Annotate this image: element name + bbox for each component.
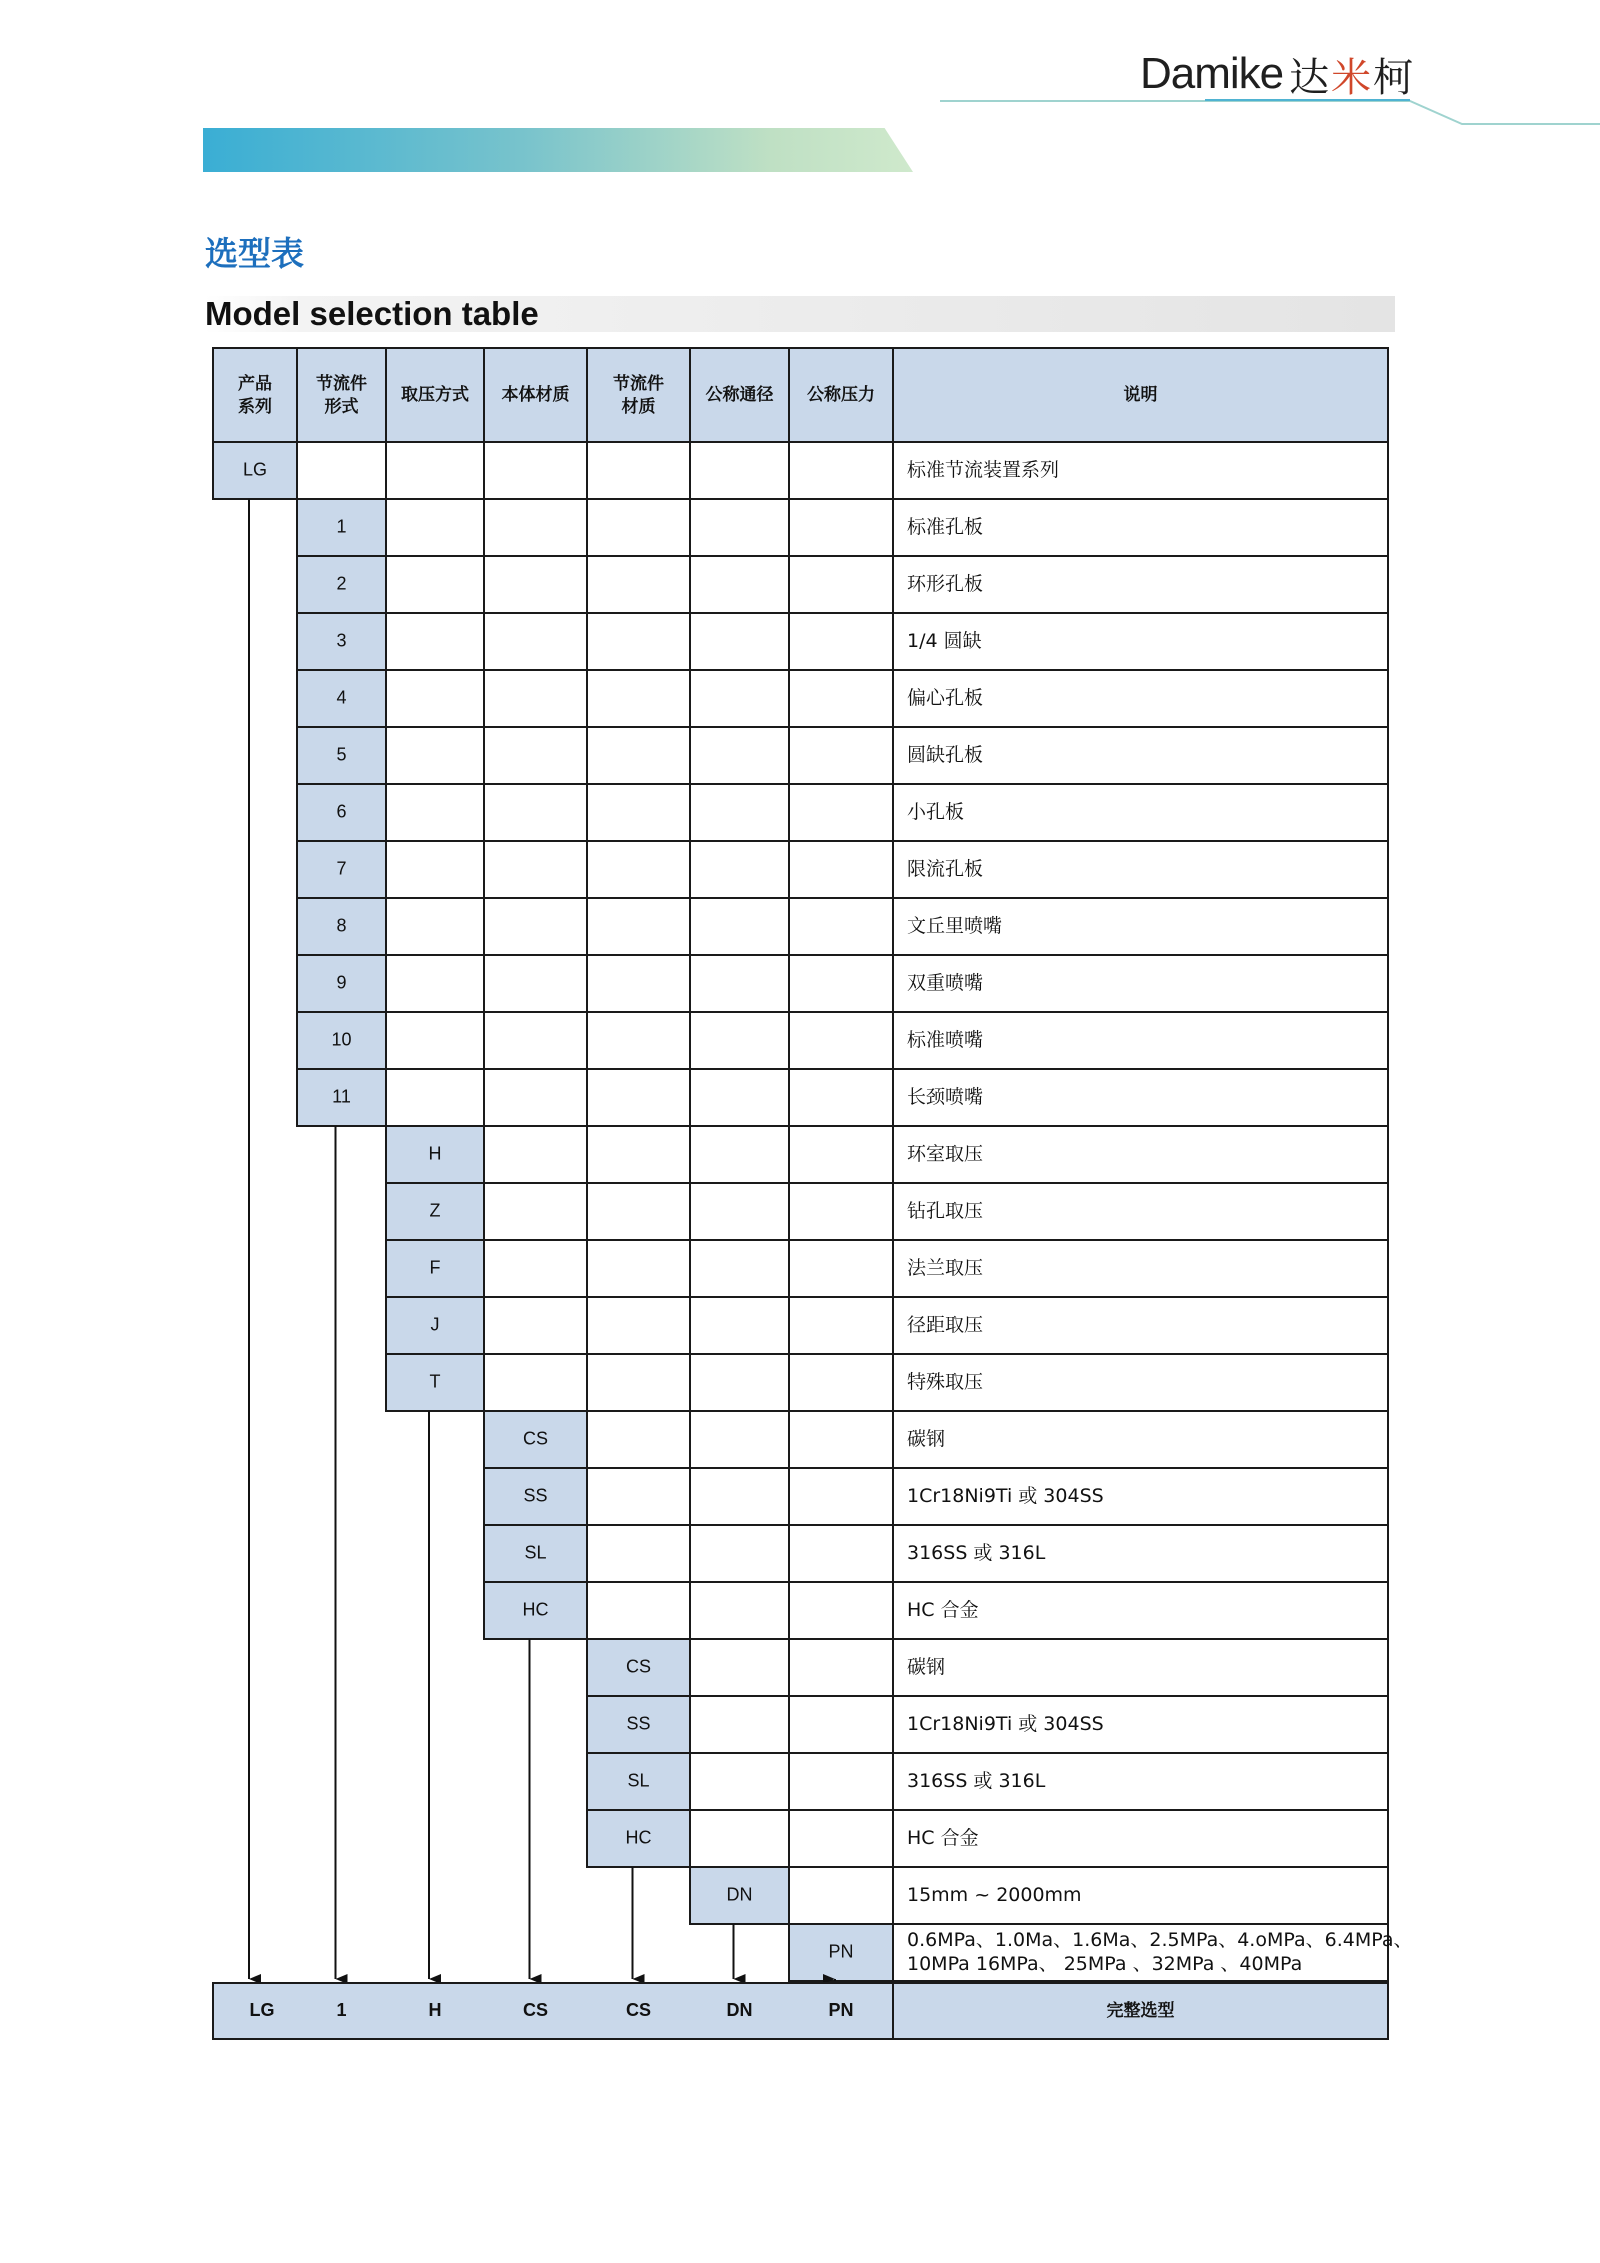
option-code: SS [523,1485,548,1506]
empty-cell [690,613,789,670]
empty-cell [690,1240,789,1297]
empty-cell [690,784,789,841]
header-label: 产品 [238,374,272,394]
desc-cell [893,1639,1388,1696]
option-code: 10 [331,1029,352,1050]
empty-cell [587,955,690,1012]
empty-cell [484,1126,587,1183]
header-label: 本体材质 [501,385,570,405]
option-code: 7 [336,858,347,879]
empty-cell [484,1183,587,1240]
option-code: 1 [336,516,347,537]
empty-cell [789,898,893,955]
empty-cell [789,727,893,784]
empty-cell [690,955,789,1012]
empty-cell [789,1354,893,1411]
option-description: 1Cr18Ni9Ti 或 304SS [907,1485,1104,1507]
empty-cell [587,1297,690,1354]
option-code: T [429,1371,441,1392]
empty-cell [587,1126,690,1183]
empty-cell [690,1696,789,1753]
empty-cell [484,1354,587,1411]
logo-text-en: Damike [1140,49,1284,98]
empty-cell [587,784,690,841]
header-label: 系列 [238,397,272,417]
empty-cell [789,442,893,499]
empty-cell [386,556,484,613]
logo-char-2: 米 [1331,54,1374,101]
option-description: 316SS 或 316L [907,1770,1046,1792]
option-code: 6 [336,801,347,822]
empty-cell [297,442,386,499]
option-description: 法兰取压 [907,1257,984,1279]
empty-cell [789,670,893,727]
option-description: 0.6MPa、1.0Ma、1.6Ma、2.5MPa、4.oMPa、6.4MPa、 [907,1929,1413,1951]
empty-cell [386,499,484,556]
empty-cell [690,442,789,499]
option-code: SL [627,1770,650,1791]
empty-cell [587,1069,690,1126]
empty-cell [587,1525,690,1582]
option-description: HC 合金 [907,1827,979,1849]
header-label: 节流件 [613,374,664,394]
empty-cell [690,1753,789,1810]
option-code: 8 [336,915,347,936]
empty-cell [484,841,587,898]
option-code: HC [522,1599,549,1620]
option-description: 15mm ~ 2000mm [907,1884,1082,1906]
header-label: 形式 [324,397,359,417]
option-description: 碳钢 [907,1656,946,1678]
option-description: 钻孔取压 [907,1200,984,1222]
logo-char-3: 柯 [1373,54,1416,101]
header-cell [297,348,386,442]
header-label: 公称压力 [807,385,875,405]
empty-cell [484,442,587,499]
empty-cell [386,898,484,955]
empty-cell [587,1411,690,1468]
option-description: 文丘里喷嘴 [907,915,1003,937]
empty-cell [484,1240,587,1297]
option-code: DN [726,1884,753,1905]
option-description: 1Cr18Ni9Ti 或 304SS [907,1713,1104,1735]
empty-cell [690,1183,789,1240]
empty-cell [587,898,690,955]
empty-cell [789,1411,893,1468]
empty-cell [789,1012,893,1069]
empty-cell [587,1582,690,1639]
option-description: 偏心孔板 [907,687,984,709]
option-code: SL [524,1542,547,1563]
empty-cell [587,556,690,613]
empty-cell [690,1297,789,1354]
option-code: 5 [336,744,347,765]
empty-cell [484,499,587,556]
empty-cell [484,613,587,670]
empty-cell [587,442,690,499]
empty-cell [789,841,893,898]
empty-cell [789,499,893,556]
option-description: 标准孔板 [907,516,984,538]
option-code: Z [429,1200,441,1221]
option-description: 环室取压 [907,1143,984,1165]
empty-cell [386,784,484,841]
empty-cell [690,727,789,784]
header-label: 材质 [621,397,656,417]
empty-cell [690,841,789,898]
empty-cell [587,1012,690,1069]
footer-code: DN [726,1999,753,2020]
empty-cell [789,1696,893,1753]
option-code: 4 [336,687,347,708]
empty-cell [587,670,690,727]
footer-code: CS [522,1999,549,2020]
option-code: 11 [332,1086,351,1107]
empty-cell [690,1354,789,1411]
empty-cell [690,1810,789,1867]
empty-cell [386,955,484,1012]
empty-cell [484,898,587,955]
empty-cell [690,1468,789,1525]
empty-cell [386,841,484,898]
option-description: 限流孔板 [907,858,984,880]
empty-cell [690,1069,789,1126]
empty-cell [789,1810,893,1867]
empty-cell [484,784,587,841]
empty-cell [587,1468,690,1525]
empty-cell [587,727,690,784]
option-description: 1/4 圆缺 [907,630,982,652]
option-description: 标准喷嘴 [907,1029,984,1051]
empty-cell [587,1183,690,1240]
header-label: 取压方式 [401,385,469,405]
empty-cell [484,955,587,1012]
header-cell [213,348,297,442]
option-description: 长颈喷嘴 [907,1086,984,1108]
empty-cell [690,1411,789,1468]
option-code: SS [626,1713,651,1734]
logo-char-1: 达 [1289,54,1332,101]
footer-code: 1 [336,1999,347,2020]
empty-cell [484,1069,587,1126]
header-label: 公称通径 [705,385,774,405]
empty-cell [484,670,587,727]
desc-cell [893,1411,1388,1468]
empty-cell [789,1468,893,1525]
empty-cell [789,1525,893,1582]
footer-code: PN [828,1999,854,2020]
empty-cell [690,1126,789,1183]
empty-cell [789,613,893,670]
footer-row [213,1983,1388,2039]
empty-cell [484,1012,587,1069]
empty-cell [690,898,789,955]
option-description: 10MPa 16MPa、 25MPa 、32MPa 、40MPa [907,1953,1303,1975]
desc-cell [893,784,1388,841]
option-description: 碳钢 [907,1428,946,1450]
option-code: CS [522,1428,549,1449]
empty-cell [587,613,690,670]
empty-cell [789,1753,893,1810]
empty-cell [690,499,789,556]
option-code: J [430,1314,440,1335]
empty-cell [690,556,789,613]
option-code: H [428,1143,442,1164]
option-description: 小孔板 [907,801,965,823]
empty-cell [789,784,893,841]
option-description: 径距取压 [907,1314,984,1336]
option-code: 2 [336,573,347,594]
empty-cell [789,1582,893,1639]
empty-cell [587,1354,690,1411]
footer-code: H [428,1999,442,2020]
empty-cell [484,727,587,784]
empty-cell [789,1126,893,1183]
option-code: HC [625,1827,652,1848]
empty-cell [386,442,484,499]
option-code: 3 [336,630,347,651]
option-description: 特殊取压 [907,1371,984,1393]
empty-cell [386,1012,484,1069]
option-code: LG [242,459,268,480]
page-title-en: Model selection table [205,295,539,332]
option-description: 双重喷嘴 [907,972,984,994]
empty-cell [690,1582,789,1639]
option-description: HC 合金 [907,1599,979,1621]
empty-cell [789,955,893,1012]
empty-cell [587,841,690,898]
empty-cell [484,556,587,613]
footer-code: 完整选型 [1106,2001,1175,2021]
empty-cell [789,1240,893,1297]
empty-cell [789,556,893,613]
empty-cell [587,499,690,556]
option-code: CS [625,1656,652,1677]
option-code: F [429,1257,441,1278]
header-cell [587,348,690,442]
empty-cell [789,1867,893,1924]
option-code: 9 [336,972,347,993]
empty-cell [789,1069,893,1126]
empty-cell [789,1639,893,1696]
footer-code: CS [625,1999,652,2020]
footer-code: LG [249,1999,275,2020]
empty-cell [386,727,484,784]
empty-cell [690,1639,789,1696]
header-label: 节流件 [316,374,367,394]
empty-cell [484,1297,587,1354]
empty-cell [386,670,484,727]
empty-cell [690,670,789,727]
option-description: 标准节流装置系列 [907,459,1060,481]
option-description: 环形孔板 [907,573,984,595]
empty-cell [690,1525,789,1582]
empty-cell [690,1012,789,1069]
empty-cell [386,1069,484,1126]
empty-cell [587,1240,690,1297]
option-code: PN [828,1941,854,1962]
empty-cell [789,1297,893,1354]
header-label: 说明 [1123,385,1158,405]
empty-cell [789,1183,893,1240]
empty-cell [386,613,484,670]
option-description: 圆缺孔板 [907,744,984,766]
page-title-cn: 选型表 [205,234,304,273]
option-description: 316SS 或 316L [907,1542,1046,1564]
